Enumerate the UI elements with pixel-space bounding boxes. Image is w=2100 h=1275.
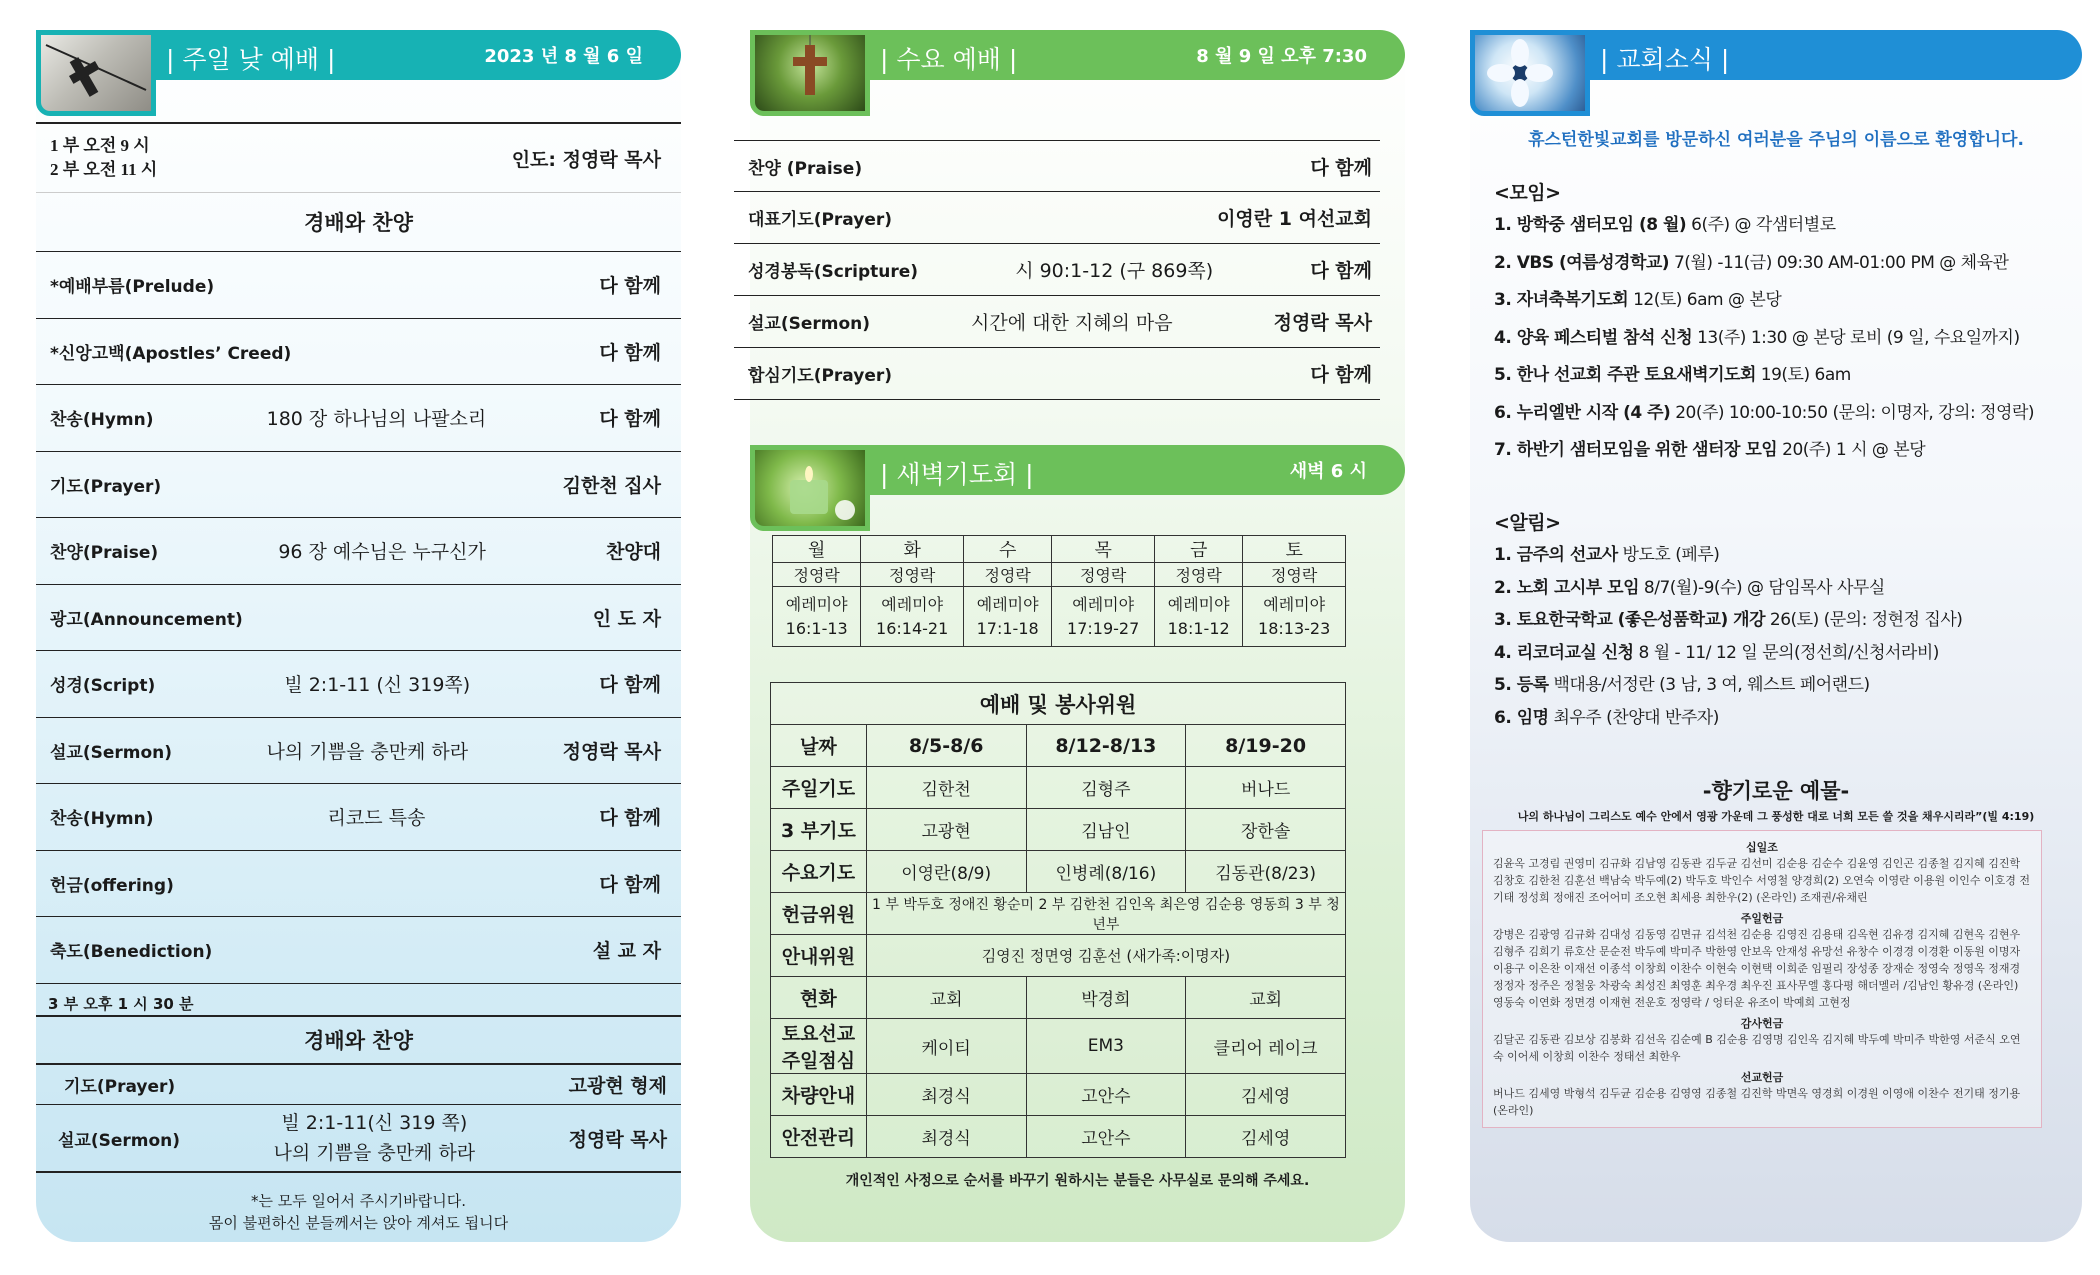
dawn-verse: 18:13-23 [1258,618,1331,638]
committee-header-row [771,725,1346,767]
notice-detail: 8 월 - 11/ 12 일 문의(정선희/신청서라비) [1633,642,1939,663]
committee-member [866,1116,1026,1158]
notice-item [1494,670,1870,695]
roster-names: 버나드 김세영 박형석 김두균 김순용 김영영 김종철 김진학 박면옥 영경희 이경원 이영애 이찬수 전기태 정기용 (온라인) [1493,1087,2021,1117]
committee-role [771,767,867,809]
dawn-verse: 17:19-27 [1067,618,1140,638]
dawn-passage [861,587,964,647]
committee-member [1186,767,1346,809]
notice-item [1494,703,1719,728]
committee-row [771,767,1346,809]
order-leader: 찬양대 [605,541,661,564]
third-prayer-label: 기도(Prayer) [64,1077,176,1097]
notice-title: 1. 금주의 선교사 [1494,545,1618,565]
meeting-item [1494,435,1925,460]
dawn-verse: 18:1-12 [1167,618,1230,638]
wednesday-detail: 시간에 대한 지혜의 마음 [970,312,1173,334]
flower-photo [1470,30,1590,116]
dawn-leader: 정영락 [1154,563,1242,587]
committee-role [771,809,867,851]
dawn-book: 예레미야 [1072,594,1135,614]
order-leader: 김한천 집사 [562,474,661,497]
candle-icon [755,450,865,526]
committee-text: 안전관리 [781,1127,856,1149]
dawn-day: 토 [1243,536,1346,563]
meeting-item [1494,210,1836,235]
committee-header: 8/5-8/6 [866,725,1026,767]
news-title: | 교회소식 | [1600,45,1730,74]
roster-heading: 선교헌금 [1740,1071,1784,1084]
notice-detail: 백대용/서정란 (3 남, 3 여, 웨스트 페어랜드) [1548,675,1870,695]
order-label: 찬양(Praise) [50,543,159,564]
roster-heading: 주일헌금 [1740,912,1784,925]
roster-names: 김달곤 김동관 김보상 김봉화 김선옥 김순예 B 김순용 김영명 김인옥 김지혜 박두예 박미주 박한영 서준식 오연숙 이어세 이창희 이찬수 정태선 최한우 [1493,1033,2021,1063]
roster-names: 김윤옥 고경림 권영미 김규화 김남영 김동관 김두균 김선미 김순용 김순수 김윤영 김인곤 김종철 김지혜 김진학 김창호 김한천 김훈선 백남숙 박두예(2) 박두호 박인수 서영철 양경희(2) 오연숙 이영란 이용원 이인수 이호경 전기태 정성희 정애진 조어어미 조오현 최세용 최한우(2) (온라인) 조재권/유채린 [1493,857,2031,904]
committee-text: 김동관(8/23) [1215,864,1316,884]
meeting-title: 6. 누리엘반 시작 (4 주) [1494,402,1671,423]
committee-member [866,809,1026,851]
cross-pendant-icon [41,35,151,111]
meeting-title: 2. VBS (여름성경학교) [1494,252,1670,273]
committee-text: 인병례(8/16) [1055,864,1157,884]
committee-member [866,851,1026,893]
committee-member [1026,809,1186,851]
notice-title: 2. 노회 고시부 모임 [1494,577,1639,598]
meeting-detail: 19(토) 6am [1755,365,1851,385]
order-leader: 설 교 자 [592,940,661,963]
notice-title: 4. 리코더교실 신청 [1494,642,1634,663]
committee-text: 현화 [800,988,837,1010]
dawn-days-row [773,536,1346,563]
notice-title: 6. 임명 [1494,707,1549,728]
dawn-passage [963,587,1051,647]
order-row [36,385,681,452]
third-sermon-label: 설교(Sermon) [58,1130,181,1151]
order-row [36,851,681,918]
committee-role [771,1074,867,1116]
dawn-verse: 17:1-18 [976,618,1039,638]
meeting-detail: 6(주) @ 각샘터별로 [1686,215,1836,235]
committee-text: 케이티 [921,1038,971,1059]
third-prayer-leader: 고광현 형제 [568,1075,667,1097]
committee-header: 8/12-8/13 [1026,725,1186,767]
committee-role [771,977,867,1019]
offering-title: -향기로운 예물- [1702,779,1850,803]
order-leader: 정영락 목사 [562,740,661,763]
committee-text: 수요기도 [781,862,856,884]
roster-names: 강병은 김광영 김규화 김대성 김동영 김면규 김석천 김순용 김영진 김용태 김옥현 김유경 김지혜 김현옥 김현우 김형주 김희기 류호산 문순전 박두예 박미주 박한영 안보옥 안재성 유망선 유창수 이경경 이경환 이동원 이명자 이용구 이은찬 이재선 이종석 이창희 이찬수 이현숙 이현택 이희준 임필리 장성종 장재순 정영숙 정영옥 정재경 정정자 정주은 정철웅 차광숙 최성진 최영훈 최우경 최우진 표사무엘 홍다평 해더멜러 /김남인 황유경 (온라인) 영동숙 이연화 정면경 이재현 전운호 정영락 / 엉터운 유조이 박예희 고현정 [1493,928,2021,1009]
committee-member [1186,809,1346,851]
committee-text: 박경희 [1081,990,1131,1010]
committee-member [1026,851,1186,893]
order-label: 찬송(Hymn) [50,410,154,431]
offering-members: 1 부 박두호 정애진 황순미 2 부 김한천 김인옥 최은영 김순용 영동희 3 부 청년부 [866,893,1345,935]
committee-text: 클리어 레이크 [1213,1038,1318,1059]
wednesday-row [734,348,1380,400]
flower-icon [1475,35,1585,111]
committee-text: 최경식 [921,1087,971,1107]
committee-text: 장한솔 [1240,822,1291,842]
order-row [36,319,681,386]
cross-photo [36,30,156,116]
meeting-item [1494,285,1781,310]
committee-member [1186,1116,1346,1158]
dawn-day: 화 [861,536,964,563]
order-leader: 다 함께 [599,674,661,697]
committee-row [771,809,1346,851]
third-prayer-row [36,1065,681,1105]
sunday-title: | 주일 낮 예배 | [166,45,336,74]
dawn-day: 금 [1154,536,1242,563]
committee-note: 개인적인 사정으로 순서를 바꾸기 원하시는 분들은 사무실로 문의해 주세요. [845,1173,1310,1189]
notice-item [1494,638,1939,663]
order-label: *예배부름(Prelude) [50,277,215,298]
committee-row [771,1019,1346,1074]
order-leader: 다 함께 [599,408,661,431]
wednesday-leader: 다 함께 [1310,156,1372,179]
committee-title-row [771,683,1346,725]
committee-text: 김세영 [1240,1129,1291,1149]
dawn-passage [773,587,861,647]
dawn-verse: 16:14-21 [876,618,949,638]
meeting-title: 3. 자녀축복기도회 [1494,290,1629,310]
sunday-date: 2023 년 8 월 6 일 [484,46,643,67]
committee-text: 고안수 [1081,1129,1131,1149]
dawn-book: 예레미야 [881,594,944,614]
wednesday-label: 설교(Sermon) [748,314,871,334]
wednesday-panel [750,30,1405,1242]
sunday-leader: 인도: 정영락 목사 [511,148,661,171]
meeting-detail: 20(주) 10:00-10:50 (문의: 이명자, 강의: 정영락) [1670,402,2034,423]
committee-text: 교회 [929,990,963,1010]
dawn-leader: 정영락 [963,563,1051,587]
committee-member [1186,1019,1346,1074]
wednesday-leader: 정영락 목사 [1273,312,1372,334]
dawn-passage [1052,587,1155,647]
sunday-times [36,122,681,192]
order-row [36,917,681,984]
order-label: 찬송(Hymn) [50,809,154,830]
third-sermon-scripture: 빌 2:1-11(신 319 쪽) [281,1112,468,1134]
committee-text: 김형주 [1081,780,1131,800]
notice-detail: 26(토) (문의: 정현정 집사) [1765,610,1963,630]
committee-member [1026,977,1186,1019]
order-leader: 다 함께 [599,873,661,896]
committee-member [1026,1074,1186,1116]
committee-role: 헌금위원 [771,893,867,935]
meeting-detail: 7(월) -11(금) 09:30 AM-01:00 PM @ 체육관 [1669,252,2009,273]
candle-photo [750,445,870,531]
notice-title: 5. 등록 [1494,675,1549,695]
wednesday-row [734,140,1380,192]
order-detail: 리코드 특송 [327,807,426,830]
order-row [36,651,681,718]
dawn-title: | 새벽기도회 | [880,460,1034,489]
committee-row [771,1074,1346,1116]
meeting-title: 1. 방학중 샘터모임 (8 월) [1494,215,1687,235]
notice-detail: 8/7(월)-9(수) @ 담임목사 사무실 [1639,577,1885,598]
notice-detail: 최우주 (찬양대 반주자) [1548,707,1719,728]
dawn-book: 예레미야 [785,594,848,614]
news-panel [1470,30,2082,1242]
meeting-detail: 20(주) 1 시 @ 본당 [1777,440,1926,460]
meeting-detail: 12(토) 6am @ 본당 [1628,290,1782,310]
committee-member [866,1074,1026,1116]
committee-text: 이영란(8/9) [901,864,992,884]
offering-verse: 나의 하나님이 그리스도 예수 안에서 영광 가운데 그 풍성한 대로 너희 모든 쓸 것을 채우시리라”(빌 4:19) [1517,810,2035,823]
committee-header: 날짜 [771,725,867,767]
order-label: 헌금(offering) [50,875,174,896]
dawn-day: 수 [963,536,1051,563]
third-service-time: 3 부 오후 1 시 30 분 [48,995,194,1013]
dawn-leaders-row [773,563,1346,587]
committee-text: 고광현 [921,822,971,842]
notice-title: 3. 토요한국학교 (좋은성품학교) 개강 [1494,610,1765,630]
order-label: 광고(Announcement) [50,609,243,630]
wednesday-leader: 이영란 1 여선교회 [1217,208,1372,230]
dawn-day: 목 [1052,536,1155,563]
meeting-item [1494,323,2020,348]
committee-member [1026,1116,1186,1158]
wednesday-label: 성경봉독(Scripture) [748,262,919,282]
committee-row [771,977,1346,1019]
wednesday-label: 찬양 (Praise) [748,158,863,179]
dawn-time: 새벽 6 시 [1289,461,1367,482]
sunday-panel [36,30,681,1242]
dawn-leader: 정영락 [773,563,861,587]
dawn-schedule-table [772,535,1346,647]
committee-text: 김한천 [921,780,971,800]
wooden-cross-icon [755,35,865,111]
meeting-title: 5. 한나 선교회 주관 토요새벽기도회 [1494,365,1756,385]
committee-member [1186,1074,1346,1116]
order-label: 설교(Sermon) [50,742,173,763]
order-row [36,518,681,585]
order-row [36,585,681,652]
wednesday-title: | 수요 예배 | [880,45,1018,74]
committee-member [1186,977,1346,1019]
order-row [36,784,681,851]
wednesday-date: 8 월 9 일 오후 7:30 [1196,46,1367,67]
meetings-heading: <모임> [1494,182,1561,204]
wednesday-detail: 시 90:1-12 (구 869쪽) [1015,260,1214,282]
committee-text: 버나드 [1240,780,1291,800]
order-label: 성경(Script) [50,676,156,697]
service-time-1: 1 부 오전 9 시 [50,136,150,155]
meeting-item [1494,248,2008,273]
order-leader: 다 함께 [599,807,661,830]
committee-text: 최경식 [921,1129,971,1149]
footnote-1: *는 모두 일어서 주시기바랍니다. [251,1192,466,1210]
meeting-detail: 13(주) 1:30 @ 본당 로비 (9 일, 수요일까지) [1692,327,2020,348]
order-detail: 빌 2:1-11 (신 319쪽) [284,674,471,697]
committee-member [1186,851,1346,893]
order-leader: 다 함께 [599,275,661,298]
committee-role [771,851,867,893]
committee-row [771,851,1346,893]
dawn-passage [1243,587,1346,647]
committee-role: 안내위원 [771,935,867,977]
order-detail: 180 장 하나님의 나팔소리 [266,408,487,431]
committee-text: 고안수 [1081,1087,1131,1107]
offering-roster [1482,830,2042,1128]
dawn-passage [1154,587,1242,647]
committee-text: 김세영 [1240,1087,1291,1107]
notice-item [1494,540,1719,565]
third-sermon-row [36,1105,681,1173]
footnote-2: 몸이 불편하신 분들께서는 앉아 계셔도 됩니다 [208,1214,509,1232]
wednesday-row [734,296,1380,348]
dawn-leader: 정영락 [861,563,964,587]
meeting-item [1494,360,1851,385]
dawn-leader: 정영락 [1052,563,1155,587]
order-label: 축도(Benediction) [50,942,213,963]
wednesday-row [734,192,1380,244]
notices-heading: <알림> [1494,512,1561,534]
wooden-cross-photo [750,30,870,116]
service-time-2: 2 부 오전 11 시 [50,160,158,179]
wednesday-label: 합심기도(Prayer) [748,366,893,386]
order-detail: 96 장 예수님은 누구신가 [278,541,486,564]
wednesday-label: 대표기도(Prayer) [748,210,893,230]
third-section [36,1015,681,1065]
meeting-item [1494,398,2034,423]
meeting-title: 7. 하반기 샘터모임을 위한 샘터장 모임 [1494,440,1778,460]
offering-committee-row [771,893,1346,935]
committee-member [1026,767,1186,809]
third-sermon-title: 나의 기쁨을 충만케 하라 [273,1142,476,1164]
committee-title: 예배 및 봉사위원 [771,683,1346,725]
dawn-day: 월 [773,536,861,563]
third-section-title: 경배와 찬양 [304,1029,413,1053]
usher-members: 김영진 정면영 김훈선 (새가족:이명자) [866,935,1345,977]
committee-text: 3 부기도 [780,820,856,842]
committee-text: 주일점심 [781,1050,856,1072]
meeting-title: 4. 양육 페스티벌 참석 신청 [1494,327,1693,348]
order-detail: 나의 기쁨을 충만케 하라 [266,740,469,763]
committee-member [866,767,1026,809]
order-label: *신앙고백(Apostles’ Creed) [50,343,292,364]
usher-committee-row [771,935,1346,977]
section-title: 경배와 찬양 [304,211,413,235]
order-row [36,452,681,519]
wednesday-leader: 다 함께 [1310,364,1372,386]
committee-member [1026,1019,1186,1074]
committee-text: 차량안내 [781,1085,856,1107]
committee-role [771,1019,867,1074]
wednesday-row [734,244,1380,296]
roster-heading: 감사헌금 [1740,1017,1784,1030]
welcome-text: 휴스턴한빛교회를 방문하신 여러분을 주님의 이름으로 환영합니다. [1528,130,2024,150]
committee-member [866,1019,1026,1074]
committee-role [771,1116,867,1158]
dawn-verse: 16:1-13 [785,618,848,638]
third-sermon-preacher: 정영락 목사 [568,1128,667,1151]
order-label: 기도(Prayer) [50,476,162,497]
order-row [36,252,681,319]
notice-item [1494,605,1962,630]
wednesday-leader: 다 함께 [1310,260,1372,282]
dawn-book: 예레미야 [1263,594,1326,614]
committee-row [771,1116,1346,1158]
committee-header: 8/19-20 [1186,725,1346,767]
committee-text: 주일기도 [781,778,856,800]
roster-heading: 십일조 [1746,841,1778,854]
order-leader: 인 도 자 [592,607,661,630]
sunday-footnote [36,1190,681,1234]
dawn-book: 예레미야 [976,594,1039,614]
committee-text: EM3 [1087,1036,1124,1056]
sunday-section [36,192,681,252]
dawn-leader: 정영락 [1243,563,1346,587]
dawn-book: 예레미야 [1167,594,1230,614]
committee-text: 토요선교 [781,1023,856,1045]
committee-text: 교회 [1249,990,1283,1010]
dawn-passages-row [773,587,1346,647]
order-leader: 다 함께 [599,341,661,364]
committee-member [866,977,1026,1019]
notice-detail: 방도호 (페루) [1617,545,1720,565]
committee-text: 김남인 [1081,822,1131,842]
committee-table [770,682,1346,1158]
notice-item [1494,573,1885,598]
order-row [36,718,681,785]
